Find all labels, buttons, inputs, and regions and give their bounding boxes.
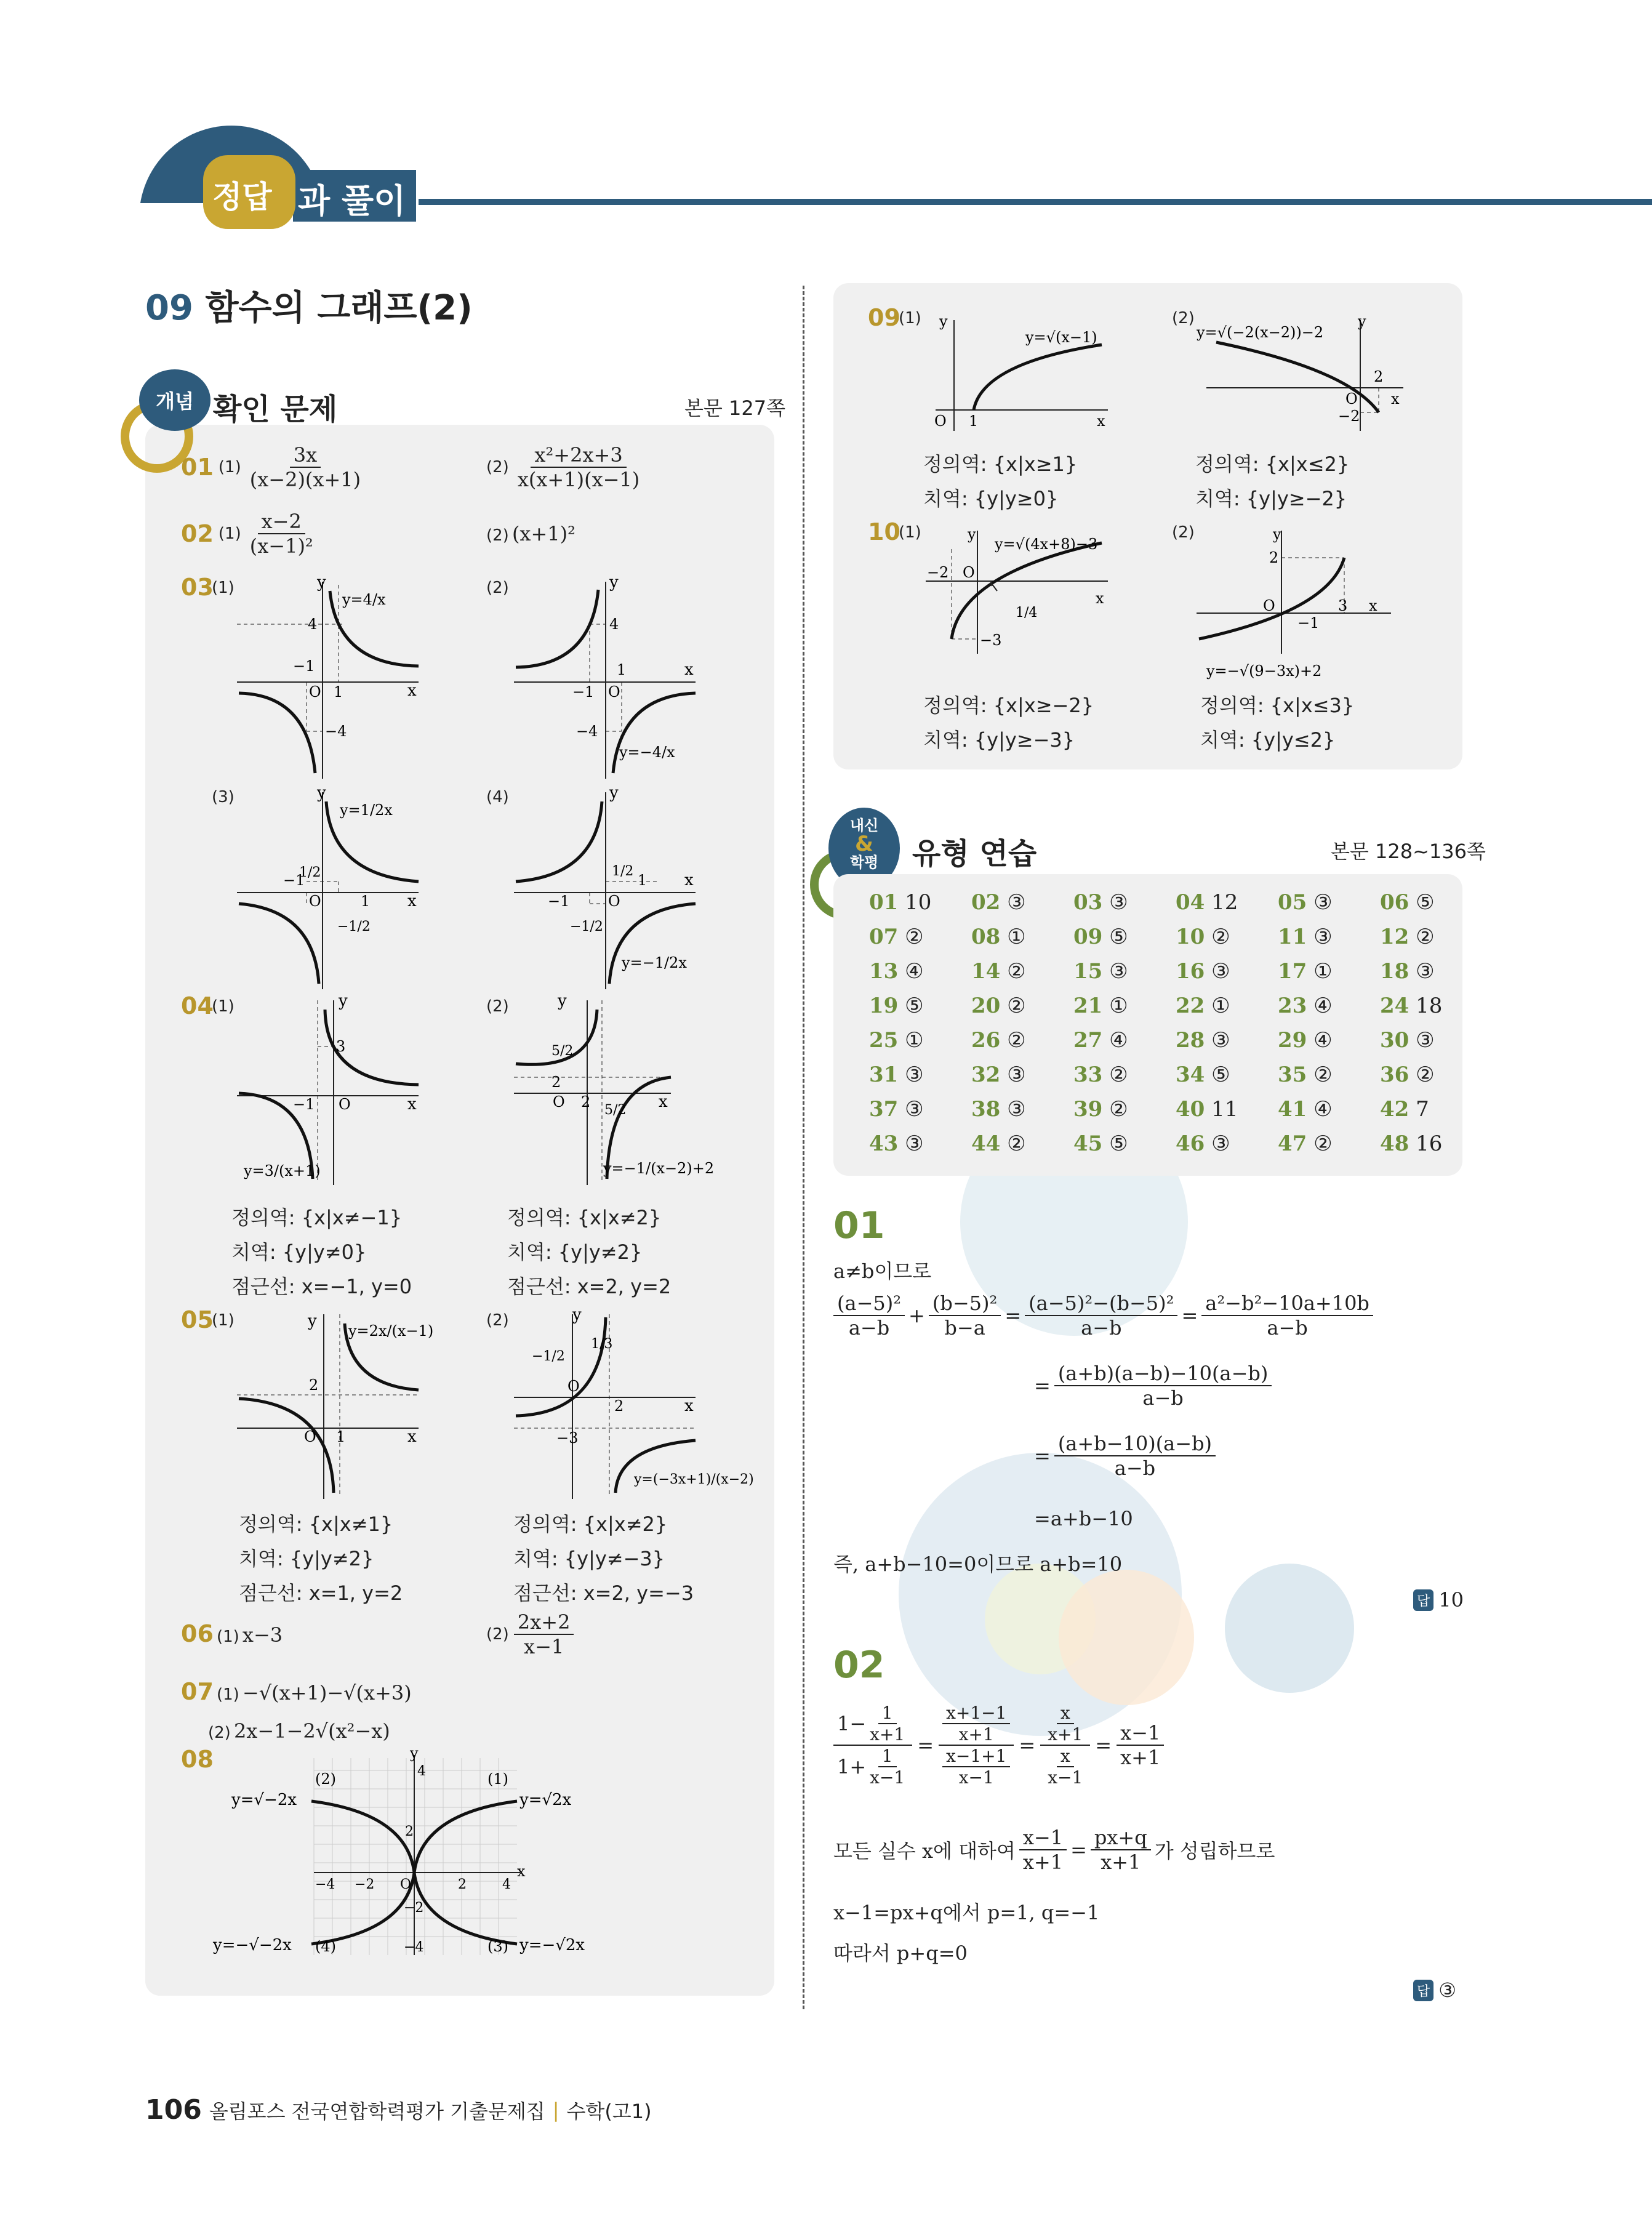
- answer-09-2: 정의역: {x|x≤2} 치역: {y|y≥−2}: [1195, 452, 1350, 510]
- svg-text:x: x: [684, 1397, 694, 1415]
- deco-circle-peach: [1059, 1570, 1194, 1705]
- graph-10-1: [923, 524, 1120, 660]
- svg-text:2: 2: [1269, 549, 1279, 566]
- svg-text:2: 2: [309, 1376, 319, 1394]
- practice-answer-item: 24 18: [1380, 994, 1443, 1018]
- practice-answer-item: 06 ⑤: [1380, 890, 1435, 915]
- svg-text:y=(−3x+1)/(x−2): y=(−3x+1)/(x−2): [634, 1472, 754, 1487]
- practice-answer-item: 46 ③: [1176, 1131, 1230, 1156]
- answer-06-2: $\frac{2x+2}{x-1}$: [514, 1610, 574, 1658]
- problem-01: 01 (1) $\frac{3x}{(x-2)(x+1)}$: [181, 443, 364, 491]
- solution-01-line4: =a+b−10: [1034, 1507, 1133, 1530]
- svg-text:y: y: [968, 526, 976, 543]
- solution-01-line3: = $\frac{(a+b-10)(a-b)}{a-b}$: [1034, 1432, 1216, 1480]
- practice-answer-item: 43 ③: [869, 1131, 924, 1156]
- svg-text:(2): (2): [315, 1770, 336, 1788]
- svg-text:y: y: [1358, 313, 1366, 330]
- page-number: 106: [145, 2094, 202, 2126]
- problem-06: 06 (1) x−3: [181, 1620, 283, 1647]
- graph-03-3: [234, 783, 431, 992]
- svg-text:O: O: [1345, 390, 1358, 408]
- header-gold-label: 정답: [212, 179, 272, 215]
- solution-01-number: 01: [833, 1204, 885, 1247]
- practice-answer-item: 29 ④: [1278, 1028, 1333, 1053]
- svg-text:O: O: [400, 1877, 412, 1892]
- answer-02-2: (x+1)²: [511, 522, 575, 545]
- problem-10-number: 10: [868, 518, 900, 545]
- answer-grid: [869, 890, 1482, 1156]
- svg-text:y: y: [609, 573, 619, 592]
- svg-text:−4: −4: [315, 1877, 335, 1892]
- practice-answer-item: 15 ③: [1073, 959, 1128, 984]
- practice-answer-item: 41 ④: [1278, 1097, 1333, 1122]
- svg-text:x: x: [1097, 412, 1105, 430]
- practice-answer-item: 10 ②: [1176, 925, 1230, 949]
- svg-text:2: 2: [614, 1397, 624, 1415]
- graph-05-1: [234, 1305, 434, 1502]
- axis-y: y: [317, 573, 326, 592]
- svg-text:1: 1: [336, 1428, 346, 1445]
- complex-fraction-c: $\frac{\frac{x}{x+1}}{\frac{x}{x-1}}$: [1040, 1703, 1090, 1788]
- svg-text:−2: −2: [927, 564, 949, 581]
- graph-03-1: [234, 572, 431, 782]
- practice-answer-item: 04 12: [1176, 890, 1238, 915]
- svg-text:1: 1: [617, 661, 627, 678]
- svg-text:x: x: [684, 871, 694, 890]
- svg-text:y=√−2x: y=√−2x: [231, 1791, 297, 1809]
- svg-text:−1: −1: [548, 893, 570, 910]
- svg-text:1: 1: [969, 412, 979, 430]
- practice-answer-item: 44 ②: [971, 1131, 1026, 1156]
- svg-text:2: 2: [405, 1824, 414, 1839]
- solution-01-premise: a≠b이므로: [833, 1259, 932, 1283]
- footer-separator: |: [552, 2098, 559, 2122]
- svg-text:3: 3: [1338, 597, 1348, 614]
- answer-01-2: $\frac{\text{x²+2x+3}}{x(x+1)(x-1)}$: [517, 443, 640, 491]
- svg-text:x: x: [1096, 590, 1104, 607]
- solution-01-line2: = $\frac{(a+b)(a-b)-10(a-b)}{a-b}$: [1034, 1362, 1272, 1410]
- svg-text:1: 1: [638, 872, 648, 889]
- section-title: 함수의 그래프(2): [205, 288, 473, 328]
- graph-03-4: [511, 783, 708, 992]
- svg-text:y: y: [308, 1312, 317, 1330]
- practice-answer-item: 13 ④: [869, 959, 924, 984]
- svg-text:x: x: [517, 1863, 526, 1880]
- svg-text:1/3: 1/3: [591, 1336, 613, 1352]
- svg-text:−1/2: −1/2: [570, 919, 603, 934]
- practice-answer-item: 11 ③: [1278, 925, 1333, 949]
- answer-04-2: 정의역: {x|x≠2} 치역: {y|y≠2} 점근선: x=2, y=2: [507, 1206, 672, 1298]
- section-number: 09: [145, 288, 193, 328]
- section-heading: [145, 281, 473, 330]
- svg-text:x: x: [659, 1093, 668, 1111]
- solution-01-conclusion: 즉, a+b−10=0이므로 a+b=10: [833, 1552, 1123, 1576]
- svg-text:y=1/2x: y=1/2x: [340, 801, 393, 819]
- practice-answer-item: 14 ②: [971, 959, 1026, 984]
- svg-text:4: 4: [609, 616, 619, 633]
- answer-06-1: x−3: [242, 1623, 283, 1647]
- svg-text:2: 2: [581, 1093, 591, 1111]
- solution-02-number: 02: [833, 1644, 885, 1687]
- practice-answer-item: 22 ①: [1176, 994, 1230, 1018]
- svg-text:y=√(x−1): y=√(x−1): [1025, 329, 1097, 346]
- solution-02-line2: 모든 실수 x에 대하여 $\frac{x-1}{x+1}$ = $\frac{px+q}{x+1}$ 가 성립하므로: [833, 1826, 1275, 1874]
- svg-text:2: 2: [1374, 368, 1384, 385]
- subject: 수학(고1): [566, 2099, 652, 2123]
- graph-09-1: [923, 308, 1120, 437]
- graph-04-2: [511, 991, 732, 1188]
- svg-text:4: 4: [308, 616, 318, 633]
- practice-answer-item: 03 ③: [1073, 890, 1128, 915]
- practice-answer-item: 36 ②: [1380, 1062, 1435, 1087]
- svg-text:y: y: [572, 1306, 582, 1324]
- svg-text:1: 1: [361, 893, 371, 910]
- practice-answer-item: 26 ②: [971, 1028, 1026, 1053]
- svg-text:y: y: [939, 313, 948, 330]
- answer-07-1: −√(x+1)−√(x+3): [242, 1681, 412, 1705]
- svg-text:−3: −3: [980, 632, 1002, 649]
- svg-text:1: 1: [334, 683, 343, 701]
- svg-text:y=−1/2x: y=−1/2x: [622, 954, 687, 971]
- practice-answer-item: 38 ③: [971, 1097, 1026, 1122]
- svg-text:O: O: [608, 683, 620, 701]
- practice-answer-item: 18 ③: [1380, 959, 1435, 984]
- solution-02-line3: x−1=px+q에서 p=1, q=−1: [833, 1901, 1100, 1924]
- problem-06-2: (2) $\frac{2x+2}{x-1}$: [486, 1610, 574, 1658]
- answer-10-2: 정의역: {x|x≤3} 치역: {y|y≤2}: [1200, 694, 1355, 752]
- practice-answer-item: 28 ③: [1176, 1028, 1230, 1053]
- svg-text:x: x: [1391, 390, 1400, 408]
- svg-text:O: O: [339, 1096, 351, 1113]
- practice-answer-item: 47 ②: [1278, 1131, 1333, 1156]
- graph-03-2: [511, 572, 708, 782]
- svg-text:−1: −1: [293, 657, 315, 675]
- svg-text:O: O: [309, 893, 321, 910]
- graph-09-2: [1194, 308, 1428, 437]
- svg-text:2: 2: [551, 1074, 561, 1091]
- practice-answer-item: 25 ①: [869, 1028, 924, 1053]
- practice-title: 유형 연습: [912, 837, 1037, 871]
- practice-answer-item: 40 11: [1176, 1097, 1238, 1122]
- curve-label: y=4/x: [342, 591, 386, 608]
- column-divider: [803, 286, 804, 2009]
- answer-02-1: $\frac{x-2}{\text{(x−1)²}}$: [249, 510, 313, 558]
- practice-answer-item: 48 16: [1380, 1131, 1443, 1156]
- check-page-ref: 본문 127쪽: [684, 396, 785, 420]
- check-title: 확인 문제: [213, 392, 338, 427]
- svg-text:−1/2: −1/2: [337, 919, 371, 934]
- practice-answer-item: 05 ③: [1278, 890, 1333, 915]
- check-badge: [139, 369, 211, 431]
- footer: [145, 2094, 652, 2126]
- graph-05-2: [511, 1305, 754, 1502]
- practice-answer-item: 02 ③: [971, 890, 1026, 915]
- answer-04-1: 정의역: {x|x≠−1} 치역: {y|y≠0} 점근선: x=−1, y=0: [231, 1206, 412, 1298]
- practice-answer-item: 20 ②: [971, 994, 1026, 1018]
- svg-text:−3: −3: [556, 1429, 579, 1447]
- svg-text:y=−4/x: y=−4/x: [619, 744, 675, 761]
- practice-answer-item: 12 ②: [1380, 925, 1435, 949]
- svg-text:y=√(4x+8)−3: y=√(4x+8)−3: [995, 536, 1098, 553]
- practice-answer-item: 17 ①: [1278, 959, 1333, 984]
- svg-text:5/2: 5/2: [604, 1102, 627, 1118]
- svg-text:−4: −4: [325, 723, 347, 740]
- graph-08: [209, 1746, 640, 1967]
- practice-answer-item: 42 7: [1380, 1097, 1429, 1122]
- svg-text:4: 4: [417, 1764, 426, 1779]
- svg-text:x: x: [407, 1428, 417, 1446]
- svg-text:1/2: 1/2: [612, 864, 634, 879]
- svg-text:x: x: [407, 892, 417, 910]
- practice-answer-item: 16 ③: [1176, 959, 1230, 984]
- problem-08-number: 08: [181, 1746, 214, 1773]
- solution-01-line1: $\frac{\text{(a−5)²}}{a-b}$ + $\frac{\text{(b−5)²}}{b-a}$ = $\frac{\text{(a−5)²−(b−5)²}}{a-b}$ = $\frac{\text{a²−b²−10a+10b}}{a-b}$: [833, 1291, 1373, 1339]
- svg-text:−1: −1: [572, 683, 595, 701]
- deco-circle-small: [1225, 1564, 1354, 1693]
- svg-text:y=−√2x: y=−√2x: [519, 1936, 585, 1954]
- practice-answer-item: 09 ⑤: [1073, 925, 1128, 949]
- svg-text:O: O: [934, 412, 947, 430]
- svg-text:5/2: 5/2: [551, 1043, 574, 1059]
- svg-text:O: O: [608, 893, 620, 910]
- answer-07-2: 2x−1−2√(x²−x): [233, 1719, 390, 1743]
- svg-text:y=√2x: y=√2x: [519, 1791, 572, 1809]
- practice-page-ref: 본문 128~136쪽: [1331, 840, 1486, 863]
- svg-text:O: O: [309, 683, 321, 701]
- problem-02-2: (2) (x+1)²: [486, 522, 575, 545]
- svg-text:4: 4: [502, 1877, 511, 1892]
- svg-text:−4: −4: [576, 723, 598, 740]
- practice-answer-item: 31 ③: [869, 1062, 924, 1087]
- problem-07: 07 (1) −√(x+1)−√(x+3) (2) 2x−1−2√(x²−x): [181, 1678, 412, 1743]
- practice-answer-item: 19 ⑤: [869, 994, 924, 1018]
- practice-answer-item: 45 ⑤: [1073, 1131, 1128, 1156]
- svg-text:−1: −1: [1297, 614, 1320, 632]
- practice-answer-item: 30 ③: [1380, 1028, 1435, 1053]
- svg-text:O: O: [567, 1378, 580, 1395]
- svg-text:y: y: [558, 992, 567, 1010]
- svg-text:x: x: [1369, 597, 1377, 614]
- practice-answer-item: 27 ④: [1073, 1028, 1128, 1053]
- practice-answer-item: 21 ①: [1073, 994, 1128, 1018]
- svg-text:x: x: [684, 661, 694, 679]
- svg-text:−1: −1: [283, 872, 305, 889]
- svg-text:−2: −2: [404, 1900, 424, 1916]
- practice-answer-item: 23 ④: [1278, 994, 1333, 1018]
- answer-05-1: 정의역: {x|x≠1} 치역: {y|y≠2} 점근선: x=1, y=2: [239, 1512, 403, 1605]
- svg-text:y=−√(9−3x)+2: y=−√(9−3x)+2: [1206, 662, 1322, 680]
- svg-text:O: O: [963, 564, 975, 581]
- svg-text:(4): (4): [315, 1938, 336, 1955]
- problem-05-number: 05: [181, 1306, 214, 1333]
- svg-text:O: O: [1263, 597, 1275, 614]
- svg-text:(3): (3): [487, 1938, 508, 1955]
- problem-01-2: (2) $\frac{\text{x²+2x+3}}{x(x+1)(x-1)}$: [486, 443, 643, 491]
- solution-02-line1: 1− $\frac{1}{x+1}$ 1+ $\frac{1}{x-1}$ = $\frac{\frac{x+1-1}{x+1}}{\frac{x-1+1}{x-1}}$ = $\frac{\frac{x}{x+1}}{\frac{x}{x-1}}$ = $\frac{x-1}{x+1}$: [833, 1703, 1164, 1788]
- answer-05-2: 정의역: {x|x≠2} 치역: {y|y≠−3} 점근선: x=2, y=−3: [513, 1512, 694, 1605]
- answer-10-1: 정의역: {x|x≥−2} 치역: {y|y≥−3}: [923, 694, 1094, 752]
- svg-text:y=−√−2x: y=−√−2x: [213, 1936, 292, 1954]
- practice-answer-item: 39 ②: [1073, 1097, 1128, 1122]
- practice-answer-item: 33 ②: [1073, 1062, 1128, 1087]
- practice-answer-item: 08 ①: [971, 925, 1026, 949]
- problem-04-number: 04: [181, 992, 214, 1019]
- svg-text:−1: −1: [293, 1096, 315, 1113]
- solution-02-line4: 따라서 p+q=0: [833, 1942, 968, 1965]
- book-title: 올림포스 전국연합학력평가 기출문제집: [209, 2099, 545, 2123]
- svg-text:−2: −2: [355, 1877, 375, 1892]
- svg-text:1/2: 1/2: [299, 865, 321, 880]
- svg-text:3: 3: [336, 1038, 346, 1055]
- header-rule: [419, 199, 1652, 205]
- svg-text:y: y: [339, 992, 348, 1010]
- complex-fraction-b: $\frac{\frac{x+1-1}{x+1}}{\frac{x-1+1}{x-1}}$: [939, 1703, 1014, 1788]
- problem-09-number: 09: [868, 304, 900, 331]
- problem-02: 02 (1) $\frac{x-2}{\text{(x−1)²}}$: [181, 510, 317, 558]
- practice-answer-item: 07 ②: [869, 925, 924, 949]
- practice-badge: 내신 & 학평: [828, 808, 900, 889]
- svg-text:O: O: [553, 1093, 565, 1111]
- svg-text:y: y: [1273, 526, 1281, 543]
- svg-text:O: O: [304, 1428, 316, 1445]
- svg-text:y: y: [609, 784, 619, 802]
- complex-fraction-a: 1− $\frac{1}{x+1}$ 1+ $\frac{1}{x-1}$: [833, 1703, 912, 1788]
- header-title: 과 풀이: [298, 182, 406, 220]
- practice-answer-item: 35 ②: [1278, 1062, 1333, 1087]
- svg-text:x: x: [407, 1095, 417, 1114]
- answer-09-1: 정의역: {x|x≥1} 치역: {y|y≥0}: [923, 452, 1078, 510]
- svg-text:y: y: [410, 1745, 419, 1762]
- svg-text:(1): (1): [487, 1770, 508, 1788]
- svg-text:2: 2: [458, 1877, 467, 1892]
- graph-04-1: [234, 991, 431, 1188]
- practice-answer-item: 34 ⑤: [1176, 1062, 1230, 1087]
- svg-text:y=−1/(x−2)+2: y=−1/(x−2)+2: [603, 1160, 715, 1177]
- svg-text:y=√(−2(x−2))−2: y=√(−2(x−2))−2: [1197, 324, 1324, 341]
- svg-text:y=3/(x+1): y=3/(x+1): [244, 1162, 321, 1179]
- answer-01-1: $\frac{3x}{(x-2)(x+1)}$: [249, 443, 361, 491]
- practice-answer-item: 32 ③: [971, 1062, 1026, 1087]
- practice-answer-item: 37 ③: [869, 1097, 924, 1122]
- svg-text:−4: −4: [404, 1940, 424, 1955]
- solution-02-answer: 답 ③: [1413, 1978, 1456, 2002]
- problem-03-number: 03: [181, 574, 214, 601]
- graph-10-2: [1194, 524, 1403, 685]
- practice-answer-item: 01 10: [869, 890, 932, 915]
- svg-text:y: y: [317, 784, 326, 802]
- svg-text:y=2x/(x−1): y=2x/(x−1): [348, 1322, 434, 1339]
- svg-text:1/4: 1/4: [1016, 605, 1038, 621]
- svg-text:−2: −2: [1338, 408, 1360, 425]
- axis-x: x: [407, 681, 417, 700]
- solution-01-answer: 답 10: [1413, 1588, 1464, 1612]
- svg-text:−1/2: −1/2: [532, 1349, 565, 1364]
- check-badge-label: 개념: [156, 390, 194, 413]
